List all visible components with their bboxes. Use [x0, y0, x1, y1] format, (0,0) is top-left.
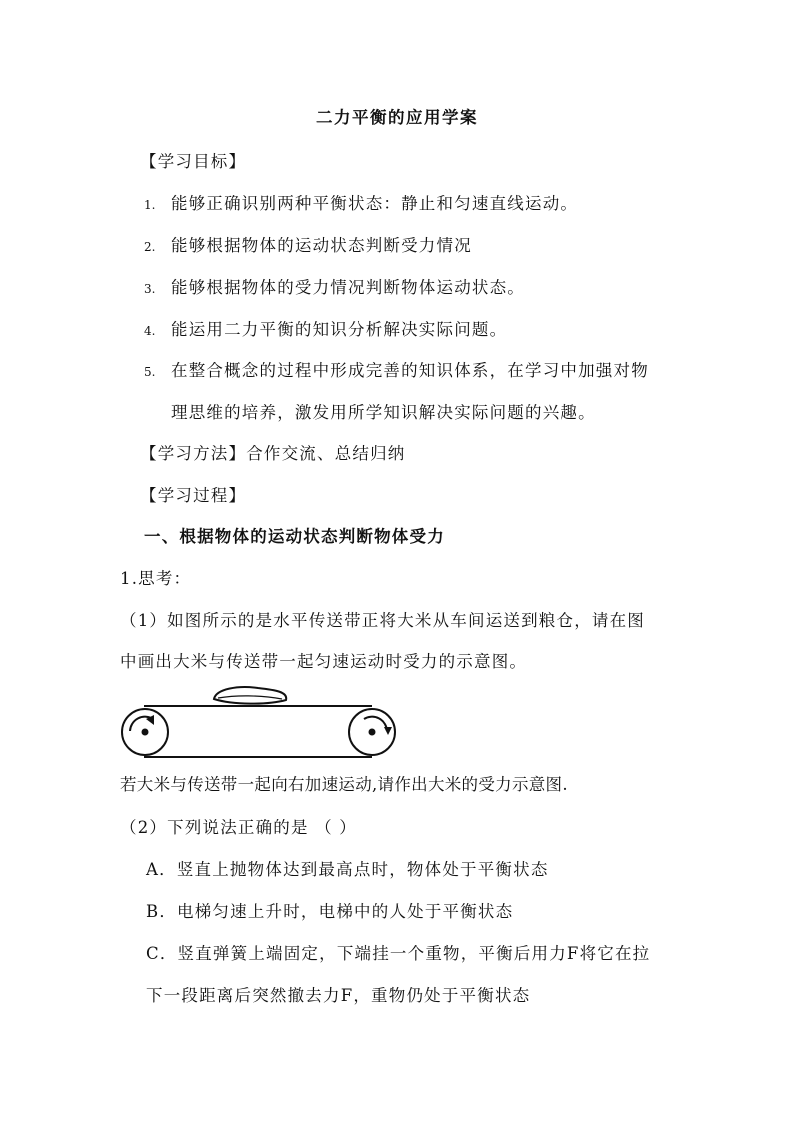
learning-method: 【学习方法】合作交流、总结归纳 [140, 444, 406, 463]
question-1-followup: 若大米与传送带一起向右加速运动,请作出大米的受力示意图. [120, 775, 568, 794]
option-c-line-1: C．竖直弹簧上端固定，下端挂一个重物，平衡后用力F将它在拉 [146, 944, 651, 963]
objective-item-2 [144, 232, 472, 256]
right-rotation-arrow [364, 717, 387, 731]
right-axle [369, 729, 376, 736]
section-heading: 一、根据物体的运动状态判断物体受力 [144, 527, 445, 546]
objective-text: 能够根据物体的受力情况判断物体运动状态。 [171, 278, 525, 297]
process-heading: 【学习过程】 [140, 486, 247, 505]
option-a: A．竖直上抛物体达到最高点时，物体处于平衡状态 [146, 860, 549, 879]
objective-text: 能运用二力平衡的知识分析解决实际问题。 [171, 320, 508, 339]
option-c-line-2: 下一段距离后突然撤去力F，重物仍处于平衡状态 [146, 986, 531, 1005]
objective-text: 在整合概念的过程中形成完善的知识体系，在学习中加强对物 [171, 361, 649, 380]
objective-number: 2. [144, 240, 156, 254]
objective-text: 能够根据物体的运动状态判断受力情况 [171, 236, 472, 255]
objective-number: 5. [144, 365, 156, 379]
objective-number: 3. [144, 282, 156, 296]
think-label: 1.思考： [120, 569, 192, 588]
option-b: B．电梯匀速上升时，电梯中的人处于平衡状态 [146, 902, 514, 921]
question-1-line-1: （1）如图所示的是水平传送带正将大米从车间运送到粮仓，请在图 [120, 611, 645, 630]
objective-number: 4. [144, 324, 156, 338]
objective-item-1 [144, 190, 578, 214]
question-2: （2）下列说法正确的是 （ ） [120, 818, 357, 837]
question-1-line-2: 中画出大米与传送带一起匀速运动时受力的示意图。 [120, 652, 528, 671]
objective-text: 能够正确识别两种平衡状态：静止和匀速直线运动。 [171, 194, 579, 213]
objective-item-3 [144, 274, 525, 298]
objectives-heading: 【学习目标】 [140, 152, 247, 171]
page-title: 二力平衡的应用学案 [316, 108, 478, 127]
objective-item-5-continuation: 理思维的培养，激发用所学知识解决实际问题的兴趣。 [171, 403, 596, 422]
conveyor-belt-diagram [118, 683, 400, 763]
objective-item-5 [144, 357, 649, 381]
objective-item-4 [144, 316, 507, 340]
objective-number: 1. [144, 198, 156, 212]
rice-bag-fold [218, 696, 282, 699]
left-axle [142, 729, 149, 736]
